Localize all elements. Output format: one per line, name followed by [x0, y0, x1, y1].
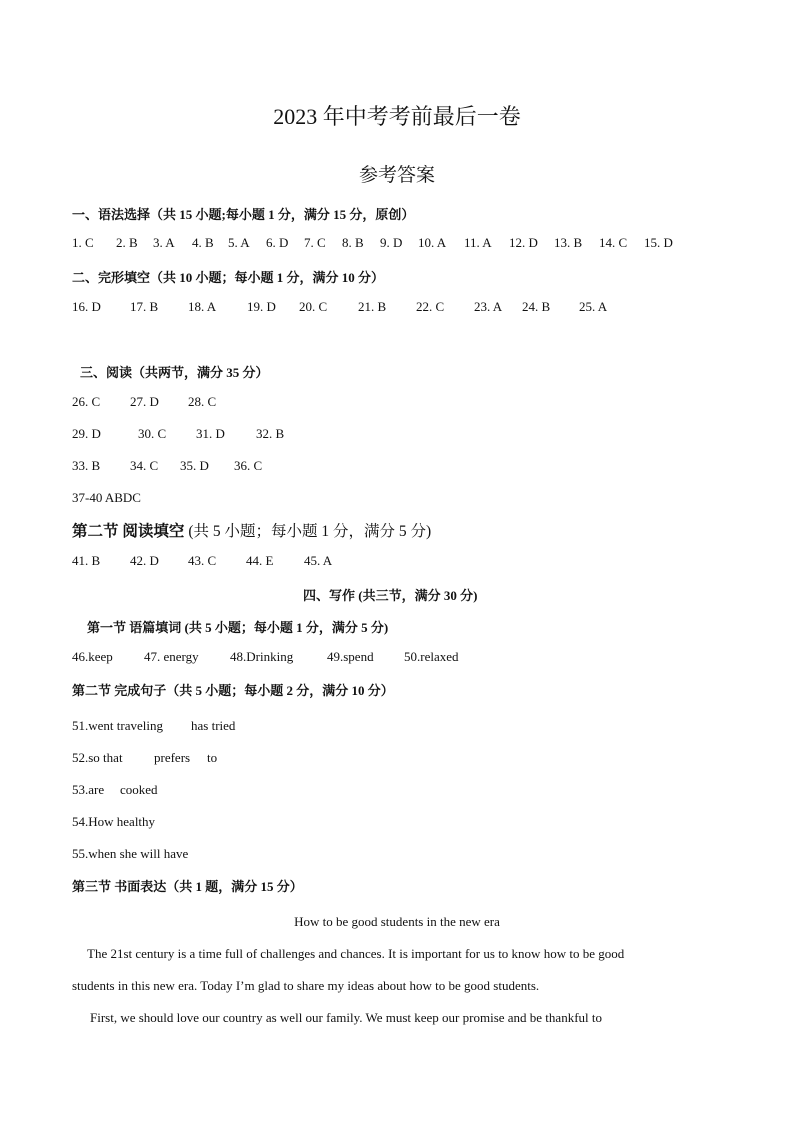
answer-item: 15. D	[644, 235, 673, 250]
page-title: 2023 年中考考前最后一卷	[273, 104, 521, 129]
answer-item: 26. C	[72, 394, 101, 409]
answer-item: 35. D	[180, 458, 209, 473]
page-subtitle: 参考答案	[358, 165, 435, 186]
answer-item: 36. C	[234, 458, 263, 473]
answer-item: 45. A	[304, 553, 333, 568]
part4-s1-answers	[72, 649, 474, 665]
answer-item: 53.are	[72, 782, 105, 797]
answer-item: 17. B	[130, 299, 159, 314]
answer-item: 42. D	[130, 553, 159, 568]
part3-row5	[72, 553, 344, 569]
answer-item: 19. D	[247, 299, 276, 314]
answer-item: 3. A	[153, 235, 175, 250]
answer-item: 13. B	[554, 235, 583, 250]
answer-item: 46.keep	[72, 649, 113, 664]
section2-rest: (共 5 小题；每小题 1 分，满分 5 分)	[188, 523, 432, 540]
answer-item: 12. D	[509, 235, 538, 250]
answer-item: 21. B	[358, 299, 387, 314]
part4-s3-heading: 第三节 书面表达（共 1 题，满分 15 分）	[72, 879, 303, 894]
answer-item: 18. A	[188, 299, 217, 314]
part4-s2-row: 55.when she will have	[72, 846, 189, 861]
part3-row1	[72, 394, 228, 410]
answer-item: 22. C	[416, 299, 445, 314]
answer-item: 6. D	[266, 235, 289, 250]
answer-item: 8. B	[342, 235, 364, 250]
answer-item: 51.went traveling	[72, 718, 163, 733]
answer-item: 16. D	[72, 299, 101, 314]
answer-item: 32. B	[256, 426, 285, 441]
essay-title: How to be good students in the new era	[294, 914, 500, 929]
answer-item: 30. C	[138, 426, 167, 441]
part4-s2-row	[72, 718, 235, 734]
answer-item: 24. B	[522, 299, 551, 314]
essay-line: The 21st century is a time full of challenges and chances. It is important for us to know how to be good	[87, 946, 625, 961]
answer-item: cooked	[120, 782, 158, 797]
answer-item: 10. A	[418, 235, 447, 250]
answer-item: 11. A	[464, 235, 492, 250]
answer-item: 9. D	[380, 235, 403, 250]
answer-item: 27. D	[130, 394, 159, 409]
essay-line: students in this new era. Today I’m glad to share my ideas about how to be good students.	[72, 978, 540, 993]
answer-item: has tried	[191, 718, 236, 733]
answer-item: prefers	[154, 750, 191, 765]
part3-row3	[72, 458, 274, 474]
answer-item: 50.relaxed	[404, 649, 459, 664]
answer-item: 49.spend	[327, 649, 374, 664]
answer-item: 34. C	[130, 458, 159, 473]
part4-s2-heading: 第二节 完成句子（共 5 小题；每小题 2 分，满分 10 分）	[72, 683, 394, 698]
part3-heading: 三、阅读（共两节，满分 35 分）	[80, 365, 269, 380]
part3-row2	[72, 426, 296, 442]
part3-section2-heading	[72, 519, 431, 541]
answer-item: 14. C	[599, 235, 628, 250]
answer-item: 41. B	[72, 553, 101, 568]
answer-item: 31. D	[196, 426, 225, 441]
answer-item: 5. A	[228, 235, 250, 250]
answer-item: 20. C	[299, 299, 328, 314]
answer-item: 7. C	[304, 235, 326, 250]
answer-item: 47. energy	[144, 649, 199, 664]
answer-item: 28. C	[188, 394, 217, 409]
answer-item: 29. D	[72, 426, 101, 441]
answer-item: 48.Drinking	[230, 649, 294, 664]
part1-answers	[72, 235, 684, 251]
part4-s1-heading: 第一节 语篇填词 (共 5 小题；每小题 1 分，满分 5 分)	[87, 620, 389, 635]
part1-heading: 一、语法选择（共 15 小题;每小题 1 分，满分 15 分，原创）	[72, 207, 415, 222]
essay-line: First, we should love our country as well our family. We must keep our promise and be thankful to	[90, 1010, 602, 1025]
answer-item: 43. C	[188, 553, 217, 568]
part4-s2-row	[72, 750, 217, 766]
section2-label: 第二节 阅读填空	[72, 523, 185, 540]
part2-answers	[72, 299, 619, 315]
answer-item: to	[207, 750, 218, 765]
part2-heading: 二、完形填空（共 10 小题；每小题 1 分，满分 10 分）	[72, 270, 385, 285]
part3-row4: 37-40 ABDC	[72, 490, 141, 505]
part4-s2-row: 54.How healthy	[72, 814, 156, 829]
part4-heading: 四、写作 (共三节，满分 30 分)	[303, 588, 478, 603]
answer-item: 1. C	[72, 235, 94, 250]
answer-item: 2. B	[116, 235, 138, 250]
answer-item: 23. A	[474, 299, 503, 314]
answer-item: 33. B	[72, 458, 101, 473]
answer-item: 52.so that	[72, 750, 123, 765]
answer-item: 4. B	[192, 235, 214, 250]
part4-s2-row	[72, 782, 158, 798]
answer-item: 44. E	[246, 553, 274, 568]
answer-item: 25. A	[579, 299, 608, 314]
